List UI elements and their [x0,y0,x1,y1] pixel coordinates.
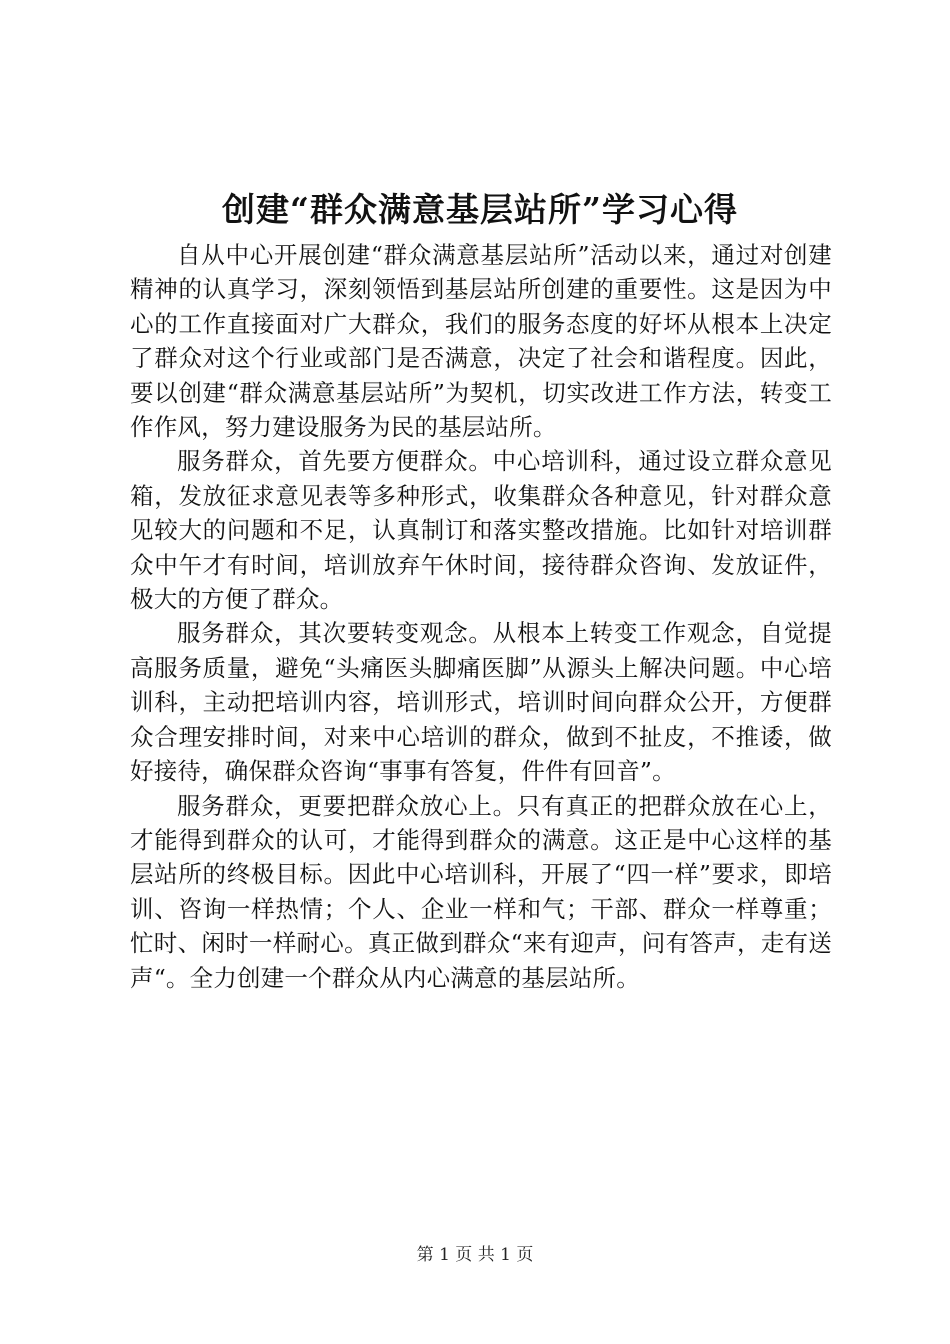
page-number-footer: 第 1 页 共 1 页 [416,1245,534,1265]
document-title: 创建“群众满意基层站所”学习心得 [222,190,738,229]
paragraph-3: 服务群众，其次要转变观念。从根本上转变工作观念，自觉提高服务质量，避免“头痛医头脚痛医脚”从源头上解决问题。中心培训科，主动把培训内容，培训形式，培训时间向群众公开，方便群众合理安排时间，对来中心培训的群众，做到不扯皮，不推诿，做好接待，确保群众咨询“事事有答复，件件有回音”。 [130,619,832,786]
paragraph-1: 自从中心开展创建“群众满意基层站所”活动以来，通过对创建精神的认真学习，深刻领悟到基层站所创建的重要性。这是因为中心的工作直接面对广大群众，我们的服务态度的好坏从根本上决定了群众对这个行业或部门是否满意，决定了社会和谐程度。因此，要以创建“群众满意基层站所”为契机，切实改进工作方法，转变工作作风，努力建设服务为民的基层站所。 [130,241,832,442]
document-body [130,238,832,995]
paragraph-2: 服务群众，首先要方便群众。中心培训科，通过设立群众意见箱，发放征求意见表等多种形式，收集群众各种意见，针对群众意见较大的问题和不足，认真制订和落实整改措施。比如针对培训群众中午才有时间，培训放弃午休时间，接待群众咨询、发放证件，极大的方便了群众。 [130,447,832,614]
paragraph-4: 服务群众，更要把群众放心上。只有真正的把群众放在心上，才能得到群众的认可，才能得到群众的满意。这正是中心这样的基层站所的终极目标。因此中心培训科，开展了“四一样”要求，即培训、咨询一样热情；个人、企业一样和气；干部、群众一样尊重；忙时、闲时一样耐心。真正做到群众“来有迎声，问有答声，走有送声“。全力创建一个群众从内心满意的基层站所。 [130,791,832,992]
